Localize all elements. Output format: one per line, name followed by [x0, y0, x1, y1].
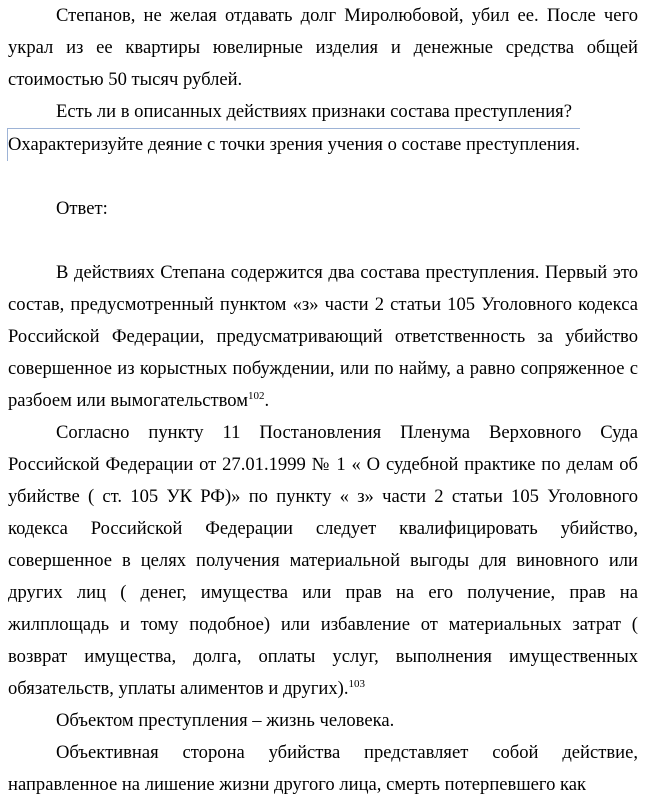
task-text: Степанов, не желая отдавать долг Миролюбовой, убил ее. После чего украл из ее квартиры ювелирные изделия и денежные средства общей стоимостью 50 тысяч рублей. — [8, 5, 638, 90]
answer-label — [8, 193, 638, 225]
answer-paragraph-1-text: В действиях Степана содержится два состава преступления. Первый это состав, предусмотренный пунктом «з» части 2 статьи 105 Уголовного кодекса Российской Федерации, предусматривающий ответственность за убийство совершенное из корыстных побуждении, или по найму, а равно сопряженное с разбоем или вымогательством — [8, 262, 638, 411]
question-text-2: Охарактеризуйте деяние с точки зрения учения о составе преступления. — [7, 128, 580, 161]
footnote-ref-103[interactable]: 103 — [348, 677, 365, 690]
question-line-1 — [8, 96, 638, 128]
question-line-2 — [8, 128, 638, 161]
answer-paragraph-3 — [8, 705, 638, 737]
answer-paragraph-3-text: Объектом преступления – жизнь человека. — [56, 710, 395, 731]
answer-paragraph-1-end: . — [264, 390, 270, 411]
answer-paragraph-4-text: Объективная сторона убийства представляет собой действие, направленное на лишение жизни другого лица, смерть потерпевшего как — [8, 742, 638, 795]
answer-paragraph-2 — [8, 417, 638, 705]
answer-paragraph-4 — [8, 737, 638, 801]
answer-label-text: Ответ: — [56, 198, 108, 219]
question-text-1: Есть ли в описанных действиях признаки состава преступления? — [56, 101, 572, 122]
task-paragraph — [8, 0, 638, 96]
answer-paragraph-1 — [8, 257, 638, 417]
answer-paragraph-2-text: Согласно пункту 11 Постановления Пленума Верховного Суда Российской Федерации от 27.01.1999 № 1 « О судебной практике по делам об убийстве ( ст. 105 УК РФ)» по пункту « з» части 2 статьи 105 Уголовного кодекса Российской Федерации следует квалифицировать убийство, совершенное в целях получения материальной выгоды для виновного или других лиц ( денег, имущества или прав на его получение, прав на жилплощадь и тому подобное) или избавление от материальных затрат ( возврат имущества, долга, оплаты услуг, выполнения имущественных обязательств, уплаты алиментов и других). — [8, 422, 638, 699]
blank-line — [8, 161, 638, 193]
blank-line — [8, 225, 638, 257]
footnote-ref-102[interactable]: 102 — [248, 389, 265, 402]
